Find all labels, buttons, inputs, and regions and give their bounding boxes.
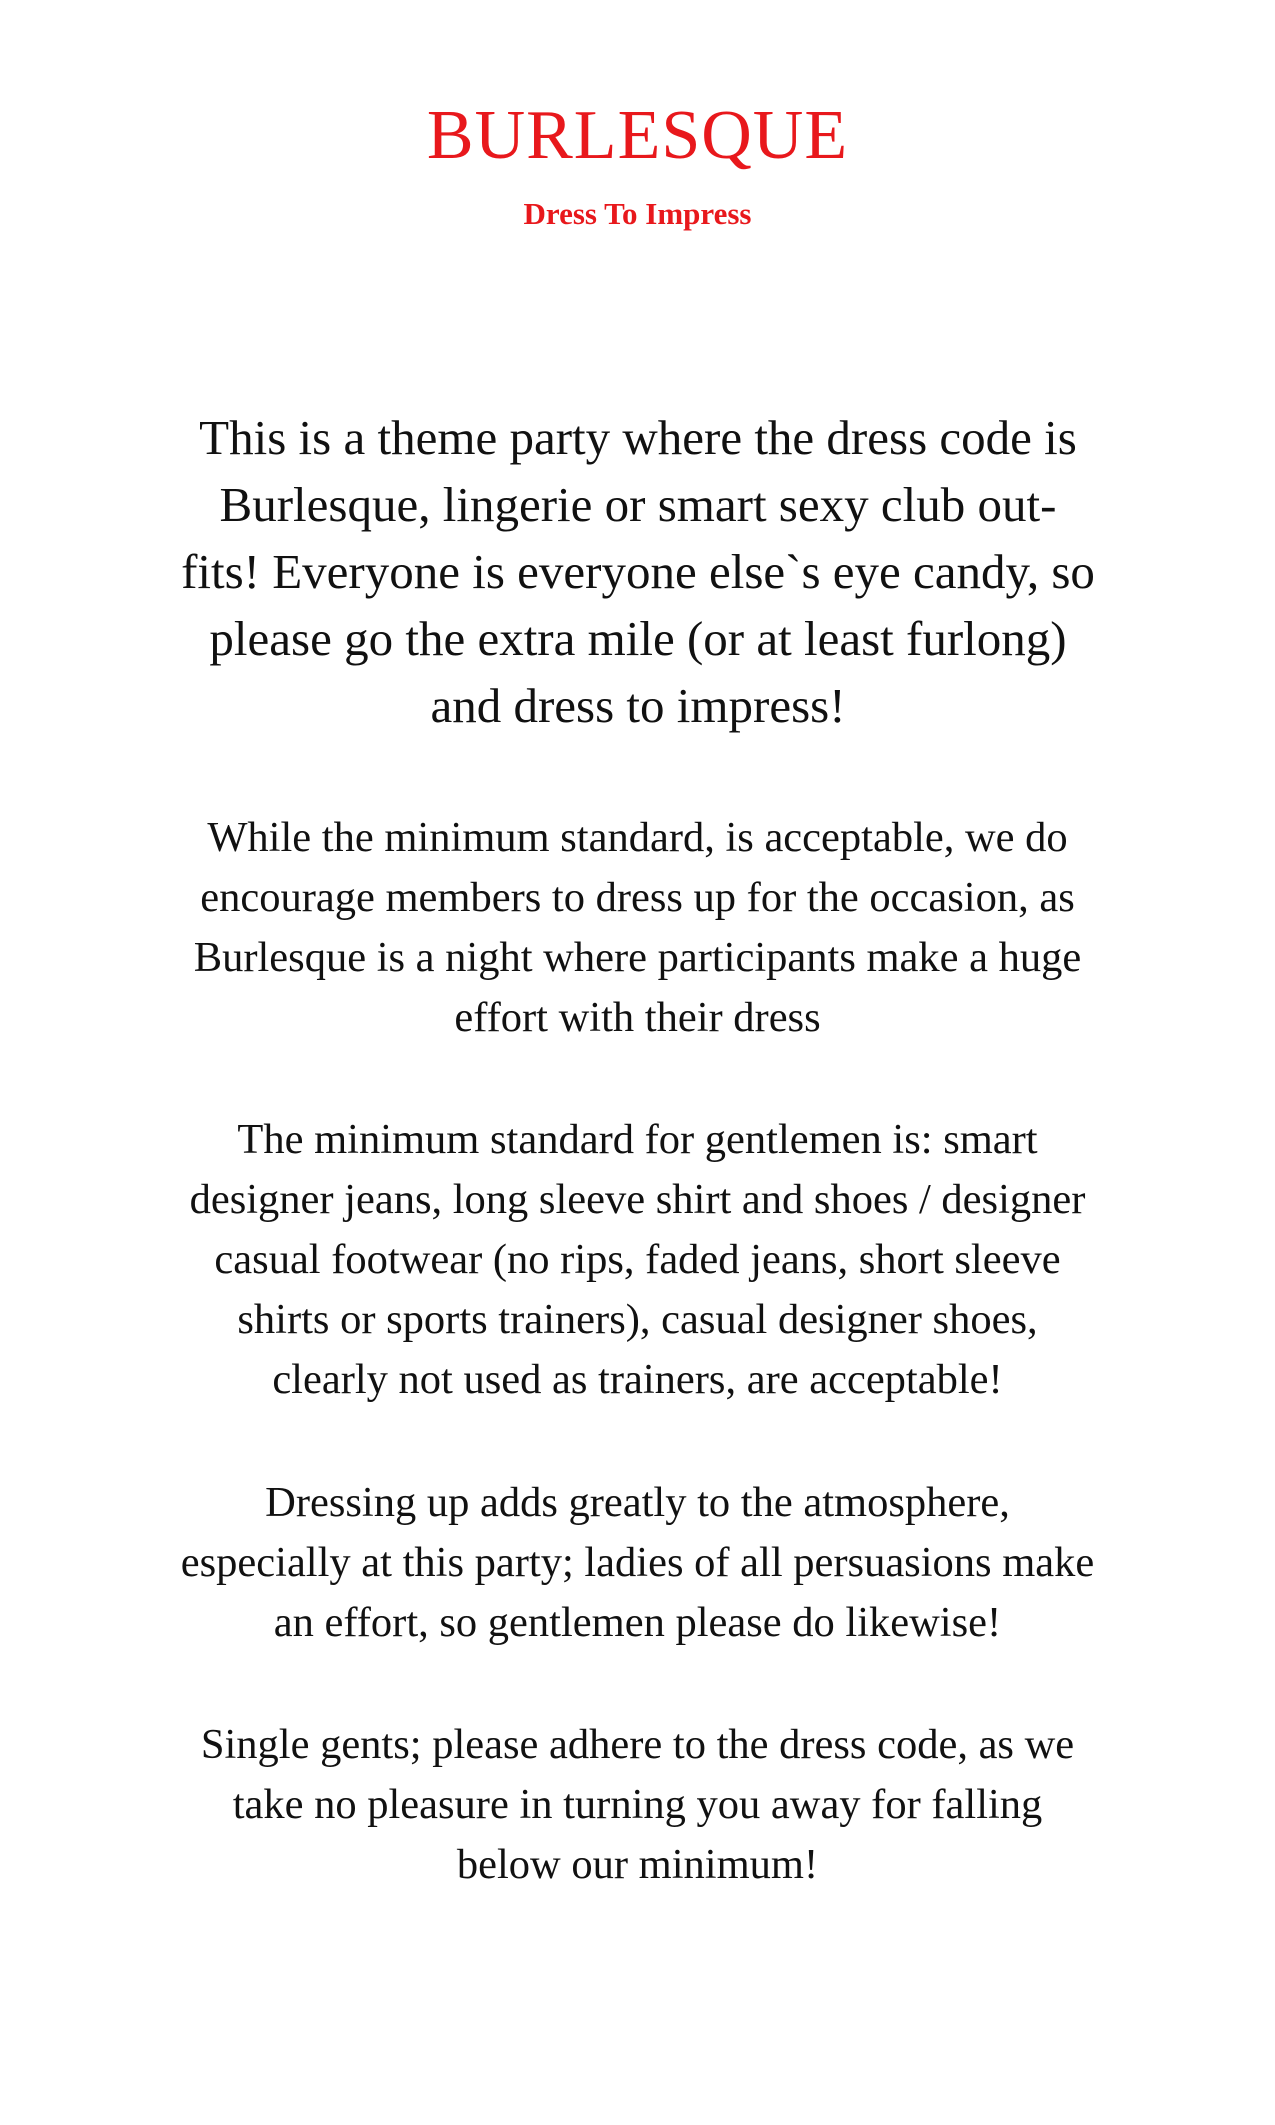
text-line: Single gents; please adhere to the dress code, as we xyxy=(200,1721,1075,1768)
text-line: Burlesque is a night where participants make a huge xyxy=(193,934,1082,981)
text-line: casual footwear (no rips, faded jeans, short sleeve xyxy=(214,1236,1061,1283)
text-line: designer jeans, long sleeve shirt and shoes / designer xyxy=(189,1176,1086,1223)
text-line: This is a theme party where the dress code is xyxy=(199,410,1077,465)
page-title: BURLESQUE xyxy=(426,97,849,174)
text-line: below our minimum! xyxy=(456,1841,819,1888)
text-line: clearly not used as trainers, are acceptable! xyxy=(272,1356,1003,1403)
text-line: The minimum standard for gentlemen is: smart xyxy=(237,1116,1038,1163)
text-line: take no pleasure in turning you away for falling xyxy=(232,1781,1043,1828)
intro-paragraph xyxy=(128,404,1148,739)
text-line: an effort, so gentlemen please do likewise! xyxy=(273,1599,1002,1646)
page-subtitle: Dress To Impress xyxy=(523,196,752,231)
minimum-standard-paragraph xyxy=(100,808,1175,1048)
text-line: shirts or sports trainers), casual designer shoes, xyxy=(237,1296,1038,1343)
text-line: Dressing up adds greatly to the atmosphere, xyxy=(265,1479,1010,1526)
text-line: effort with their dress xyxy=(454,994,821,1041)
text-line: especially at this party; ladies of all persuasions make xyxy=(180,1539,1095,1586)
text-line: Burlesque, lingerie or smart sexy club out- xyxy=(219,477,1057,532)
gentlemen-standard-paragraph xyxy=(100,1110,1175,1410)
text-line: encourage members to dress up for the occasion, as xyxy=(200,874,1075,921)
text-line: and dress to impress! xyxy=(430,678,846,733)
text-line: While the minimum standard, is acceptable, we do xyxy=(207,814,1068,861)
atmosphere-paragraph xyxy=(100,1473,1175,1653)
text-line: please go the extra mile (or at least furlong) xyxy=(209,611,1067,666)
text-line: fits! Everyone is everyone else`s eye candy, so xyxy=(181,544,1095,599)
single-gents-paragraph xyxy=(100,1715,1175,1895)
